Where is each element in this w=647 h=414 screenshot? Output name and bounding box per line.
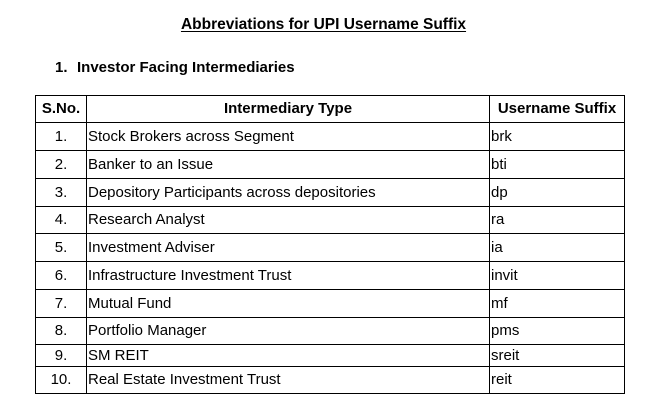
row-sno: 1. xyxy=(36,123,87,151)
table-row xyxy=(36,290,625,318)
row-sno: 8. xyxy=(36,318,87,345)
table-row xyxy=(36,151,625,179)
row-username-suffix: reit xyxy=(490,367,625,394)
row-username-suffix: ia xyxy=(490,234,625,262)
row-username-suffix: sreit xyxy=(490,345,625,367)
table-row xyxy=(36,179,625,207)
row-intermediary-type: Investment Adviser xyxy=(87,234,490,262)
row-sno: 7. xyxy=(36,290,87,318)
table-row xyxy=(36,318,625,345)
row-intermediary-type: Stock Brokers across Segment xyxy=(87,123,490,151)
header-sno: S.No. xyxy=(36,96,87,123)
row-username-suffix: invit xyxy=(490,262,625,290)
section-number: 1. xyxy=(55,59,68,76)
row-username-suffix: dp xyxy=(490,179,625,207)
row-intermediary-type: Depository Participants across depositories xyxy=(87,179,490,207)
table-row xyxy=(36,234,625,262)
row-intermediary-type: Infrastructure Investment Trust xyxy=(87,262,490,290)
header-intermediary-type: Intermediary Type xyxy=(87,96,490,123)
header-username-suffix: Username Suffix xyxy=(490,96,625,123)
abbreviations-table xyxy=(35,95,625,394)
section-heading-text: Investor Facing Intermediaries xyxy=(77,59,295,76)
row-sno: 6. xyxy=(36,262,87,290)
section-heading xyxy=(55,58,295,78)
row-username-suffix: brk xyxy=(490,123,625,151)
row-username-suffix: pms xyxy=(490,318,625,345)
row-sno: 10. xyxy=(36,367,87,394)
row-username-suffix: bti xyxy=(490,151,625,179)
row-sno: 4. xyxy=(36,207,87,234)
row-intermediary-type: Real Estate Investment Trust xyxy=(87,367,490,394)
row-intermediary-type: Banker to an Issue xyxy=(87,151,490,179)
row-sno: 3. xyxy=(36,179,87,207)
row-username-suffix: ra xyxy=(490,207,625,234)
row-sno: 9. xyxy=(36,345,87,367)
row-intermediary-type: Mutual Fund xyxy=(87,290,490,318)
table-row xyxy=(36,367,625,394)
table-header-row xyxy=(36,96,625,123)
document-title: Abbreviations for UPI Username Suffix xyxy=(180,16,467,33)
row-sno: 2. xyxy=(36,151,87,179)
table-row xyxy=(36,123,625,151)
row-intermediary-type: SM REIT xyxy=(87,345,490,367)
row-intermediary-type: Portfolio Manager xyxy=(87,318,490,345)
table-row xyxy=(36,345,625,367)
table-row xyxy=(36,207,625,234)
row-username-suffix: mf xyxy=(490,290,625,318)
row-sno: 5. xyxy=(36,234,87,262)
table-row xyxy=(36,262,625,290)
row-intermediary-type: Research Analyst xyxy=(87,207,490,234)
